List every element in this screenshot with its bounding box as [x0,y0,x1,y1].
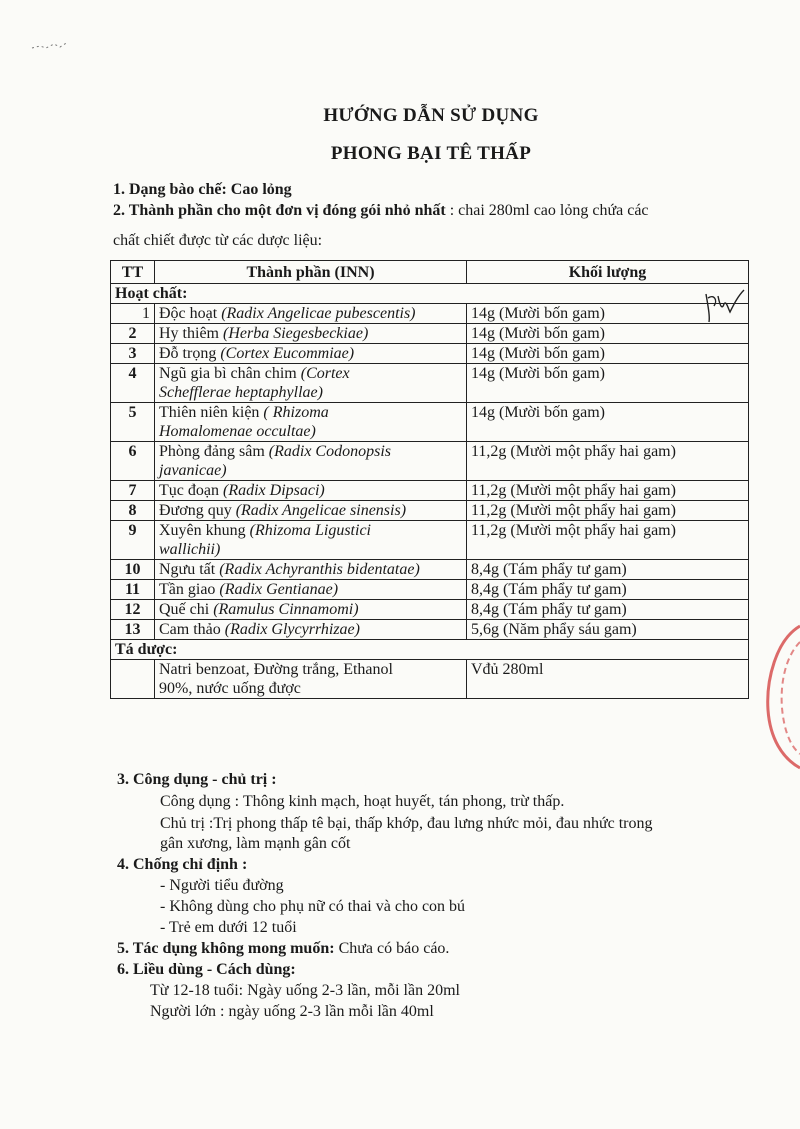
row-component [155,304,467,324]
table-row [111,442,749,481]
row-amount: 14g (Mười bốn gam) [467,304,749,324]
excipient-label: Tá dược: [111,640,749,660]
active-label: Hoạt chất: [111,284,749,304]
row-amount: 11,2g (Mười một phẩy hai gam) [467,501,749,521]
handwritten-initials [700,286,748,326]
row-amount: 8,4g (Tám phẩy tư gam) [467,580,749,600]
header-component: Thành phần (INN) [155,261,467,284]
table-row [111,403,749,442]
row-number: 6 [111,442,155,481]
dosage-children: Từ 12-18 tuổi: Ngày uống 2-3 lần, mỗi lần 20ml [150,982,460,999]
row-number: 13 [111,620,155,640]
component-latin: (Radix Codonopsis [268,443,391,460]
component-name: Thiên niên kiện [159,404,260,421]
component-latin: (Cortex Eucommiae) [220,345,355,362]
row-number: 8 [111,501,155,521]
table-row [111,600,749,620]
table-row [111,501,749,521]
red-stamp-edge [758,620,800,770]
component-latin-cont: javanicae) [159,462,227,479]
component-latin: (Radix Dipsaci) [222,482,325,499]
row-component [155,403,467,442]
section3-indication-cont: gân xương, làm mạnh gân cốt [160,835,351,852]
composition-heading: 2. Thành phần cho một đơn vị đóng gói nhỏ nhất : chai 280ml cao lỏng chứa các [113,202,649,219]
table-row [111,324,749,344]
row-amount: 14g (Mười bốn gam) [467,344,749,364]
component-latin: (Radix Glycyrrhizae) [224,621,360,638]
component-latin-cont: Homalomenae occultae) [159,423,316,440]
row-amount: 8,4g (Tám phẩy tư gam) [467,600,749,620]
component-name: Ngũ gia bì chân chim [159,365,297,382]
excipient-row [111,660,749,699]
component-name: Độc hoạt [159,305,218,322]
contraindication-item: - Người tiểu đường [160,877,284,894]
component-name: Đỗ trọng [159,345,217,362]
table-row [111,620,749,640]
excipient-line: Natri benzoat, Đường trắng, Ethanol [159,661,393,678]
row-component [155,620,467,640]
row-number: 9 [111,521,155,560]
section3-label: 3. Công dụng - chủ trị : [117,771,277,788]
row-number: 3 [111,344,155,364]
product-name: PHONG BẠI TÊ THẤP [330,143,532,164]
section3-usage: Công dụng : Thông kinh mạch, hoạt huyết, tán phong, trừ thấp. [160,793,565,810]
row-amount: 14g (Mười bốn gam) [467,364,749,403]
row-component [155,481,467,501]
component-name: Hy thiêm [159,325,219,342]
component-latin: (Radix Angelicae sinensis) [235,502,407,519]
component-name: Ngưu tất [159,561,216,578]
table-row [111,364,749,403]
row-number: 5 [111,403,155,442]
row-component [155,442,467,481]
document-title: HƯỚNG DẪN SỬ DỤNG [323,105,539,126]
active-section-row [111,284,749,304]
component-name: Xuyên khung [159,522,246,539]
table-body [111,284,749,699]
row-component [155,324,467,344]
contraindication-item: - Không dùng cho phụ nữ có thai và cho con bú [160,898,466,915]
row-component [155,600,467,620]
ingredients-table [110,260,749,699]
scan-speck [30,38,80,52]
row-amount: 11,2g (Mười một phẩy hai gam) [467,481,749,501]
component-latin: (Rhizoma Ligustici [249,522,371,539]
row-amount: 14g (Mười bốn gam) [467,324,749,344]
table-row [111,521,749,560]
header-amount: Khối lượng [467,261,749,284]
section6-label: 6. Liều dùng - Cách dùng: [117,961,296,978]
table-row [111,344,749,364]
component-latin: (Radix Gentianae) [219,581,339,598]
row-component [155,501,467,521]
row-amount: 14g (Mười bốn gam) [467,403,749,442]
row-amount: 11,2g (Mười một phẩy hai gam) [467,521,749,560]
composition-intro: chất chiết được từ các dược liệu: [113,232,323,249]
row-component [155,364,467,403]
table-row [111,481,749,501]
row-component [155,344,467,364]
section3-indication: Chủ trị :Trị phong thấp tê bại, thấp khớp, đau lưng nhức mỏi, đau nhức trong [160,815,653,832]
row-component [155,521,467,560]
component-name: Tần giao [159,581,216,598]
excipient-section-row [111,640,749,660]
row-component [155,580,467,600]
section5: 5. Tác dụng không mong muốn: Chưa có báo cáo. [117,940,450,957]
table-row [111,304,749,324]
component-name: Tục đoạn [159,482,219,499]
row-number: 11 [111,580,155,600]
row-number: 1 [111,304,155,324]
row-number: 10 [111,560,155,580]
component-latin: (Ramulus Cinnamomi) [213,601,359,618]
header-tt: TT [111,261,155,284]
dosage-form: 1. Dạng bào chế: Cao lỏng [113,181,292,198]
row-amount: 8,4g (Tám phẩy tư gam) [467,560,749,580]
component-name: Quế chi [159,601,210,618]
component-latin: ( Rhizoma [263,404,329,421]
section4-label: 4. Chống chỉ định : [117,856,248,873]
component-latin: (Cortex [300,365,350,382]
component-latin: (Radix Angelicae pubescentis) [221,305,416,322]
row-amount: 11,2g (Mười một phẩy hai gam) [467,442,749,481]
row-component [155,560,467,580]
row-amount: 5,6g (Năm phẩy sáu gam) [467,620,749,640]
contraindication-item: - Trẻ em dưới 12 tuổi [160,919,297,936]
table-row [111,560,749,580]
component-name: Đương quy [159,502,232,519]
excipient-line: 90%, nước uống được [159,680,301,697]
table-row [111,580,749,600]
component-latin-cont: Schefflerae heptaphyllae) [159,384,323,401]
row-number: 2 [111,324,155,344]
component-latin: (Herba Siegesbeckiae) [223,325,369,342]
component-latin: (Radix Achyranthis bidentatae) [219,561,420,578]
row-number: 4 [111,364,155,403]
excipient-amount: Vđủ 280ml [467,660,749,699]
excipient-components [155,660,467,699]
component-latin-cont: wallichii) [159,541,221,558]
table-header-row [111,261,749,284]
dosage-adults: Người lớn : ngày uống 2-3 lần mỗi lần 40ml [150,1003,434,1020]
excipient-number [111,660,155,699]
row-number: 12 [111,600,155,620]
component-name: Phòng đảng sâm [159,443,265,460]
component-name: Cam thảo [159,621,221,638]
row-number: 7 [111,481,155,501]
